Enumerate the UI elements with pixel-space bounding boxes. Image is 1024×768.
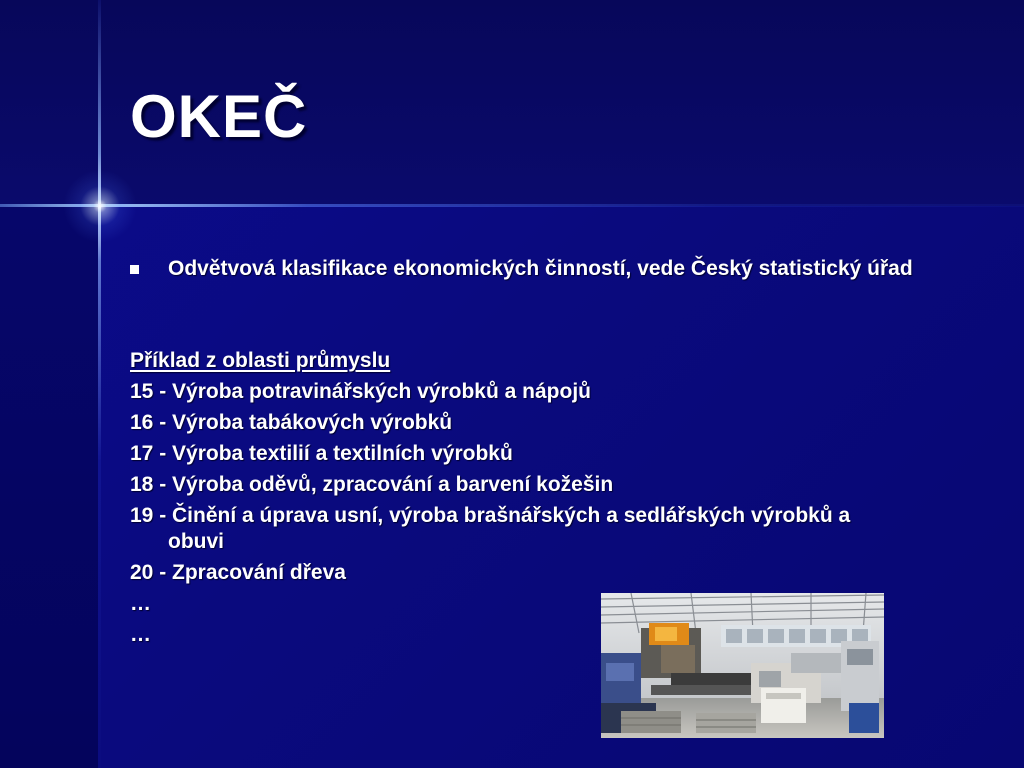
slide-content xyxy=(130,256,913,648)
list-item: … xyxy=(130,623,151,646)
bullet-item xyxy=(130,256,928,282)
square-bullet-icon xyxy=(130,265,139,274)
list-item: 16 - Výroba tabákových výrobků xyxy=(130,411,453,434)
list-item: 20 - Zpracování dřeva xyxy=(130,561,346,584)
list-item: … xyxy=(130,592,151,615)
left-band-background xyxy=(0,206,98,768)
list-item: 17 - Výroba textilií a textilních výrobků xyxy=(130,442,513,465)
list-item: 18 - Výroba oděvů, zpracování a barvení kožešin xyxy=(130,473,614,496)
horizontal-light-line xyxy=(0,204,1024,207)
example-heading: Příklad z oblasti průmyslu xyxy=(130,349,391,372)
slide-title: OKEČ xyxy=(130,83,308,150)
list-item: 15 - Výroba potravinářských výrobků a nápojů xyxy=(130,380,591,403)
factory-photo xyxy=(601,593,884,738)
bullet-text: Odvětvová klasifikace ekonomických činností, vede Český statistický úřad xyxy=(168,257,913,280)
list-item: 19 - Činění a úprava usní, výroba brašnářských a sedlářských výrobků a obuvi xyxy=(130,504,851,553)
star-glow-decoration xyxy=(60,166,140,246)
vertical-light-line xyxy=(98,0,101,768)
